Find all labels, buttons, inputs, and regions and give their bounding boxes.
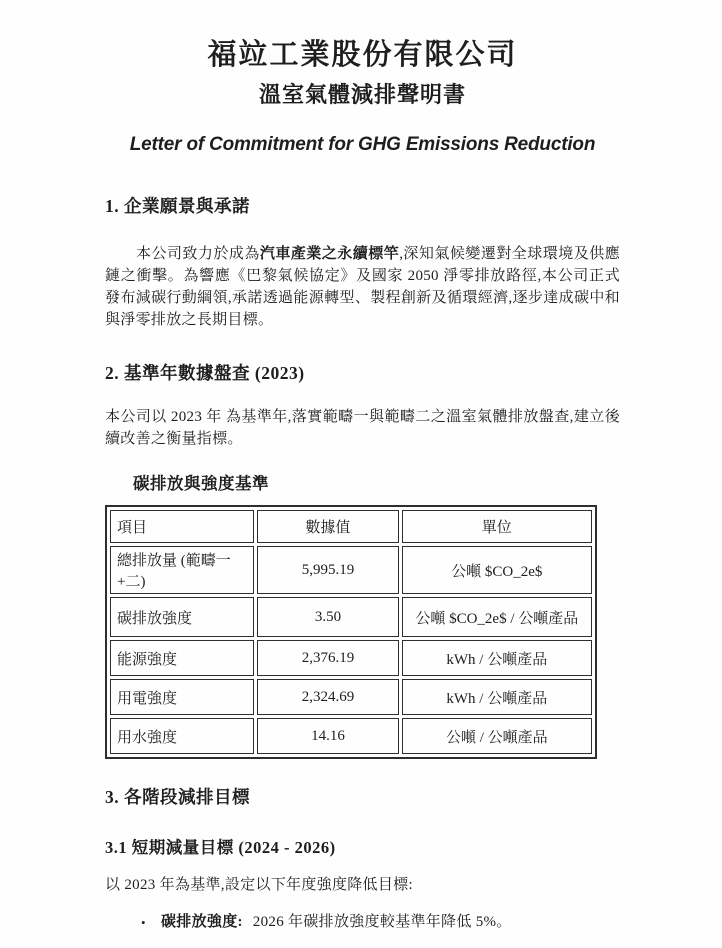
table-cell-unit: kWh / 公噸產品: [402, 640, 592, 676]
section-2-heading: 2. 基準年數據盤查 (2023): [105, 363, 305, 383]
table-cell-value: 5,995.19: [257, 546, 398, 594]
table-row: [110, 679, 592, 715]
section-3-heading: 3. 各階段減排目標: [105, 787, 250, 807]
table-caption: 碳排放與強度基準: [133, 474, 269, 493]
table-header-item: 項目: [110, 510, 254, 543]
table-header-value: 數據值: [257, 510, 398, 543]
table-cell-item: 碳排放強度: [110, 597, 254, 637]
table-cell-unit: kWh / 公噸產品: [402, 679, 592, 715]
section-1-paragraph: [105, 243, 620, 331]
bullet-text: 2026 年碳排放強度較基準年降低 5%。: [252, 914, 512, 930]
bullet-icon: •: [141, 915, 146, 930]
document-title-english: Letter of Commitment for GHG Emissions Reduction: [129, 134, 596, 155]
table-cell-item: 用水強度: [110, 718, 254, 754]
bullet-item: [141, 912, 620, 933]
section-1-paragraph-rest: ,深知氣候變遷對全球環境及供應鏈之衝擊。為響應《巴黎氣候協定》及國家 2050 淨零排放路徑,本公司正式發布減碳行動綱領,承諾透過能源轉型、製程創新及循環經濟,逐步達成碳中和與淨零排放之長期目標。: [105, 246, 620, 328]
document-header: [105, 38, 620, 156]
section-3-paragraph: 以 2023 年為基準,設定以下年度強度降低目標:: [105, 877, 413, 893]
table-row: [110, 546, 592, 594]
section-1-heading: 1. 企業願景與承諾: [105, 196, 250, 216]
table-cell-item: 用電強度: [110, 679, 254, 715]
section-1-paragraph-bold: 汽車產業之永續標竿: [259, 246, 400, 262]
bullet-label: 碳排放強度:: [161, 914, 243, 930]
document-title: 溫室氣體減排聲明書: [258, 82, 466, 107]
table-row: [110, 597, 592, 637]
table-row: [110, 640, 592, 676]
table-cell-unit: 公噸 $CO_2e$: [402, 546, 592, 594]
section-2-paragraph: 本公司以 2023 年 為基準年,落實範疇一與範疇二之溫室氣體排放盤查,建立後續改善之衡量指標。: [105, 409, 620, 447]
table-cell-value: 2,376.19: [257, 640, 398, 676]
table-header-row: [110, 510, 592, 543]
table-cell-item: 能源強度: [110, 640, 254, 676]
table-cell-unit: 公噸 $CO_2e$ / 公噸產品: [402, 597, 592, 637]
table-row: [110, 718, 592, 754]
section-1-paragraph-lead: 本公司致力於成為: [136, 246, 260, 262]
table-cell-value: 14.16: [257, 718, 398, 754]
emissions-baseline-table: [105, 505, 597, 759]
table-cell-value: 3.50: [257, 597, 398, 637]
table-cell-value: 2,324.69: [257, 679, 398, 715]
section-3-1-heading: 3.1 短期減量目標 (2024 - 2026): [105, 838, 336, 857]
table-cell-unit: 公噸 / 公噸產品: [402, 718, 592, 754]
table-header-unit: 單位: [402, 510, 592, 543]
company-name: 福竝工業股份有限公司: [207, 39, 518, 71]
table-cell-item: 總排放量 (範疇一+二): [110, 546, 254, 594]
